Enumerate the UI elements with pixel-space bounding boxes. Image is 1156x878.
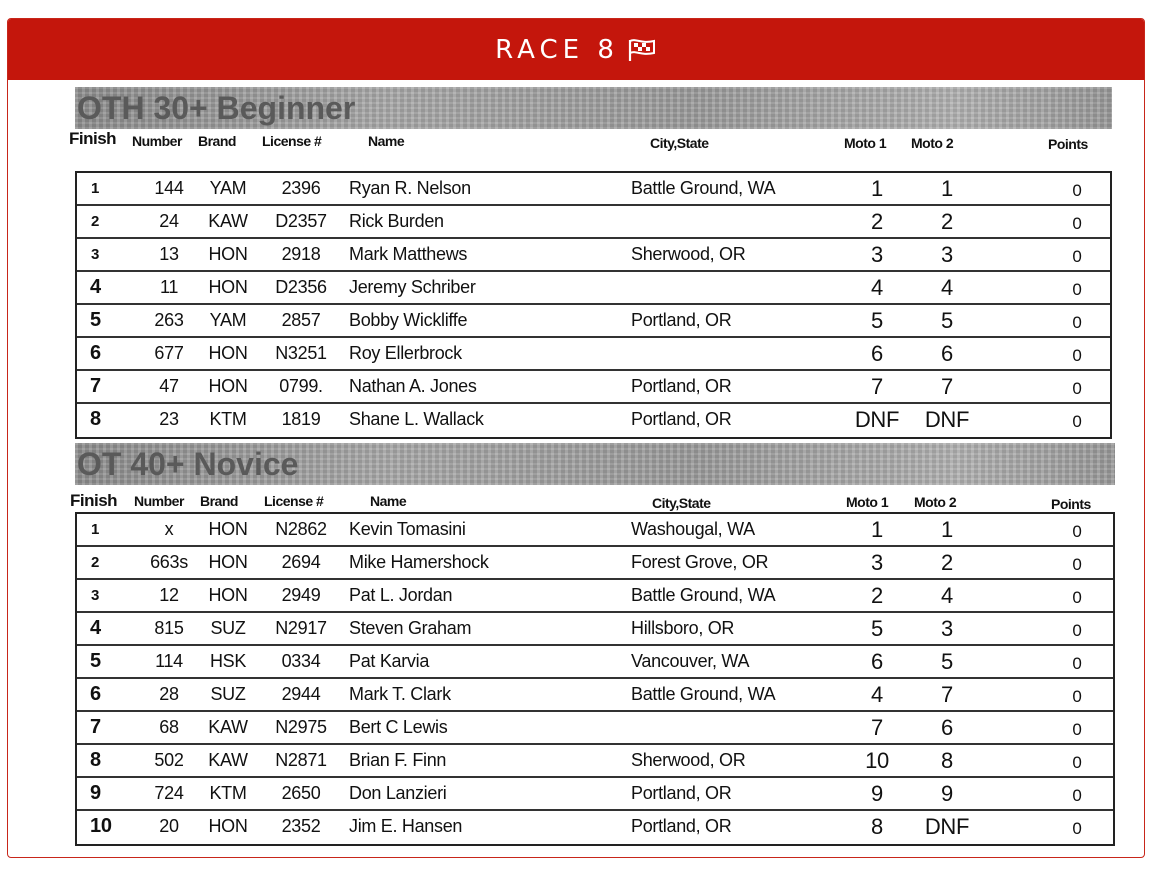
- rider-name-cell: Bert C Lewis: [349, 717, 448, 737]
- points-cell: 0: [1072, 181, 1082, 200]
- brand-cell: YAM: [209, 178, 247, 198]
- finish-cell: 1: [91, 521, 100, 538]
- col-license: License #: [262, 133, 322, 149]
- city-state-cell: Portland, OR: [631, 816, 732, 836]
- col-city: City,State: [652, 495, 711, 511]
- moto1-cell: 5: [871, 308, 883, 333]
- moto1-cell: 4: [871, 682, 883, 707]
- number-cell: 724: [154, 783, 184, 803]
- brand-cell: HON: [208, 277, 248, 297]
- moto1-cell: 3: [871, 242, 883, 267]
- col-city: City,State: [650, 135, 709, 151]
- city-state-cell: Battle Ground, WA: [631, 178, 776, 198]
- moto1-cell: 6: [871, 649, 883, 674]
- rider-name-cell: Mark Matthews: [349, 244, 468, 264]
- col-finish: Finish: [70, 491, 118, 510]
- moto2-cell: 4: [941, 583, 953, 608]
- finish-cell: 2: [91, 213, 100, 230]
- results-scan: [68, 81, 1118, 851]
- license-cell: 2949: [281, 585, 321, 605]
- finish-cell: 10: [90, 815, 112, 837]
- col-name: Name: [368, 133, 405, 149]
- license-cell: 0799.: [279, 376, 323, 396]
- number-cell: 11: [159, 277, 179, 297]
- finish-cell: 3: [91, 587, 100, 604]
- license-cell: 0334: [281, 651, 321, 671]
- points-cell: 0: [1072, 621, 1082, 640]
- license-cell: 2650: [281, 783, 321, 803]
- brand-cell: HON: [208, 585, 248, 605]
- moto1-cell: 1: [871, 517, 883, 542]
- moto2-cell: 2: [941, 209, 953, 234]
- city-state-cell: Battle Ground, WA: [631, 684, 776, 704]
- brand-cell: KTM: [209, 783, 247, 803]
- col-brand: Brand: [198, 133, 236, 149]
- table-row: [77, 613, 1113, 646]
- table-row: [77, 778, 1113, 811]
- table-row: [77, 646, 1113, 679]
- table-row: [77, 514, 1113, 547]
- city-state-cell: Forest Grove, OR: [631, 552, 769, 572]
- brand-cell: KAW: [208, 211, 248, 231]
- moto2-cell: 5: [941, 308, 953, 333]
- moto2-cell: 7: [941, 682, 953, 707]
- number-cell: 677: [154, 343, 184, 363]
- rider-name-cell: Brian F. Finn: [349, 750, 447, 770]
- rider-name-cell: Jim E. Hansen: [349, 816, 463, 836]
- brand-cell: KAW: [208, 750, 248, 770]
- license-cell: N2862: [275, 519, 327, 539]
- table-row: [77, 272, 1110, 305]
- city-state-cell: Vancouver, WA: [631, 651, 750, 671]
- race-card: [7, 18, 1145, 858]
- points-cell: 0: [1072, 753, 1082, 772]
- number-cell: 12: [159, 585, 179, 605]
- rider-name-cell: Jeremy Schriber: [349, 277, 476, 297]
- points-cell: 0: [1072, 379, 1082, 398]
- table-row: [77, 305, 1110, 338]
- finish-cell: 6: [90, 683, 101, 705]
- license-cell: N2975: [275, 717, 327, 737]
- rider-name-cell: Steven Graham: [349, 618, 472, 638]
- number-cell: 28: [159, 684, 179, 704]
- moto1-cell: 4: [871, 275, 883, 300]
- rider-name-cell: Pat L. Jordan: [349, 585, 453, 605]
- brand-cell: HON: [208, 244, 248, 264]
- table-row: [77, 679, 1113, 712]
- rider-name-cell: Don Lanzieri: [349, 783, 447, 803]
- moto1-cell: 9: [871, 781, 883, 806]
- rider-name-cell: Ryan R. Nelson: [349, 178, 471, 198]
- col-name: Name: [370, 493, 407, 509]
- points-cell: 0: [1072, 522, 1082, 541]
- number-cell: 68: [159, 717, 179, 737]
- number-cell: 47: [159, 376, 179, 396]
- moto2-cell: 1: [941, 176, 953, 201]
- col-number: Number: [132, 133, 182, 149]
- rider-name-cell: Rick Burden: [349, 211, 444, 231]
- brand-cell: KAW: [208, 717, 248, 737]
- number-cell: 815: [154, 618, 184, 638]
- number-cell: 144: [154, 178, 184, 198]
- points-cell: 0: [1072, 819, 1082, 838]
- col-brand: Brand: [200, 493, 238, 509]
- license-cell: 1819: [281, 409, 321, 429]
- points-cell: 0: [1072, 214, 1082, 233]
- moto1-cell: 7: [871, 715, 883, 740]
- moto1-cell: 3: [871, 550, 883, 575]
- table-row: [77, 811, 1113, 844]
- license-cell: N3251: [275, 343, 327, 363]
- number-cell: 263: [154, 310, 184, 330]
- moto2-cell: 5: [941, 649, 953, 674]
- brand-cell: HON: [208, 519, 248, 539]
- license-cell: 2944: [281, 684, 321, 704]
- section-title: OT 40+ Novice: [77, 446, 299, 482]
- moto2-cell: 8: [941, 748, 953, 773]
- moto1-cell: 2: [871, 209, 883, 234]
- moto1-cell: 6: [871, 341, 883, 366]
- table-row: [77, 745, 1113, 778]
- finish-cell: 8: [90, 408, 101, 430]
- number-cell: 502: [154, 750, 184, 770]
- number-cell: 24: [159, 211, 179, 231]
- finish-cell: 8: [90, 749, 101, 771]
- brand-cell: YAM: [209, 310, 247, 330]
- rider-name-cell: Mark T. Clark: [349, 684, 451, 704]
- race-header: [8, 19, 1144, 80]
- points-cell: 0: [1072, 412, 1082, 431]
- brand-cell: HON: [208, 376, 248, 396]
- table-row: [77, 173, 1110, 206]
- moto1-cell: DNF: [854, 407, 900, 432]
- results-table: [75, 512, 1115, 846]
- finish-cell: 5: [90, 650, 101, 672]
- brand-cell: SUZ: [210, 684, 246, 704]
- city-state-cell: Portland, OR: [631, 310, 732, 330]
- license-cell: D2356: [275, 277, 327, 297]
- moto2-cell: DNF: [924, 407, 970, 432]
- col-points: Points: [1051, 496, 1091, 512]
- moto2-cell: 6: [941, 341, 953, 366]
- checkered-flag-icon: [627, 38, 657, 62]
- section-banner: [75, 87, 1112, 129]
- col-finish: Finish: [69, 129, 117, 148]
- points-cell: 0: [1072, 786, 1082, 805]
- points-cell: 0: [1072, 247, 1082, 266]
- table-row: [77, 547, 1113, 580]
- city-state-cell: Washougal, WA: [631, 519, 755, 539]
- rider-name-cell: Nathan A. Jones: [349, 376, 477, 396]
- table-row: [77, 404, 1110, 437]
- city-state-cell: Portland, OR: [631, 376, 732, 396]
- moto1-cell: 10: [865, 748, 889, 773]
- table-row: [77, 712, 1113, 745]
- license-cell: 2694: [281, 552, 321, 572]
- moto2-cell: 7: [941, 374, 953, 399]
- finish-cell: 9: [90, 782, 101, 804]
- number-cell: 20: [159, 816, 179, 836]
- points-cell: 0: [1072, 588, 1082, 607]
- finish-cell: 2: [91, 554, 100, 571]
- points-cell: 0: [1072, 687, 1082, 706]
- license-cell: 2918: [281, 244, 321, 264]
- license-cell: 2396: [281, 178, 321, 198]
- finish-cell: 7: [90, 375, 101, 397]
- rider-name-cell: Mike Hamershock: [349, 552, 489, 572]
- license-cell: N2917: [275, 618, 327, 638]
- license-cell: 2857: [281, 310, 321, 330]
- moto1-cell: 2: [871, 583, 883, 608]
- city-state-cell: Sherwood, OR: [631, 750, 746, 770]
- col-number: Number: [134, 493, 184, 509]
- number-cell: 663s: [150, 552, 188, 572]
- points-cell: 0: [1072, 313, 1082, 332]
- number-cell: 114: [155, 651, 183, 671]
- col-moto2: Moto 2: [914, 494, 957, 510]
- number-cell: 23: [159, 409, 179, 429]
- table-row: [77, 239, 1110, 272]
- finish-cell: 3: [91, 246, 100, 263]
- license-cell: 2352: [281, 816, 321, 836]
- finish-cell: 4: [90, 617, 101, 639]
- moto2-cell: 3: [941, 242, 953, 267]
- rider-name-cell: Pat Karvia: [349, 651, 430, 671]
- license-cell: D2357: [275, 211, 327, 231]
- finish-cell: 7: [90, 716, 101, 738]
- points-cell: 0: [1072, 555, 1082, 574]
- table-row: [77, 580, 1113, 613]
- moto2-cell: 9: [941, 781, 953, 806]
- col-license: License #: [264, 493, 324, 509]
- col-moto1: Moto 1: [844, 135, 887, 151]
- brand-cell: HON: [208, 552, 248, 572]
- city-state-cell: Portland, OR: [631, 409, 732, 429]
- moto1-cell: 1: [871, 176, 883, 201]
- col-moto1: Moto 1: [846, 494, 889, 510]
- rider-name-cell: Bobby Wickliffe: [349, 310, 468, 330]
- brand-cell: SUZ: [210, 618, 246, 638]
- results-table: [75, 171, 1112, 439]
- brand-cell: HSK: [209, 651, 247, 671]
- moto2-cell: 1: [941, 517, 953, 542]
- brand-cell: KTM: [209, 409, 247, 429]
- city-state-cell: Battle Ground, WA: [631, 585, 776, 605]
- finish-cell: 6: [90, 342, 101, 364]
- rider-name-cell: Kevin Tomasini: [349, 519, 466, 539]
- moto1-cell: 8: [871, 814, 883, 839]
- moto2-cell: 6: [941, 715, 953, 740]
- finish-cell: 5: [90, 309, 101, 331]
- points-cell: 0: [1072, 280, 1082, 299]
- col-points: Points: [1048, 136, 1088, 152]
- city-state-cell: Portland, OR: [631, 783, 732, 803]
- col-moto2: Moto 2: [911, 135, 954, 151]
- brand-cell: HON: [208, 816, 248, 836]
- moto1-cell: 7: [871, 374, 883, 399]
- brand-cell: HON: [208, 343, 248, 363]
- points-cell: 0: [1072, 720, 1082, 739]
- rider-name-cell: Shane L. Wallack: [349, 409, 484, 429]
- moto2-cell: 4: [941, 275, 953, 300]
- section-title: OTH 30+ Beginner: [77, 90, 356, 126]
- finish-cell: 4: [90, 276, 101, 298]
- number-cell: 13: [159, 244, 179, 264]
- license-cell: N2871: [275, 750, 327, 770]
- section-banner: [75, 443, 1115, 485]
- race-title: RACE 8: [495, 34, 619, 65]
- table-row: [77, 206, 1110, 239]
- rider-name-cell: Roy Ellerbrock: [349, 343, 462, 363]
- city-state-cell: Sherwood, OR: [631, 244, 746, 264]
- points-cell: 0: [1072, 654, 1082, 673]
- moto1-cell: 5: [871, 616, 883, 641]
- moto2-cell: 3: [941, 616, 953, 641]
- table-row: [77, 338, 1110, 371]
- number-cell: x: [164, 519, 174, 539]
- finish-cell: 1: [91, 180, 100, 197]
- points-cell: 0: [1072, 346, 1082, 365]
- moto2-cell: DNF: [924, 814, 970, 839]
- city-state-cell: Hillsboro, OR: [631, 618, 735, 638]
- moto2-cell: 2: [941, 550, 953, 575]
- table-row: [77, 371, 1110, 404]
